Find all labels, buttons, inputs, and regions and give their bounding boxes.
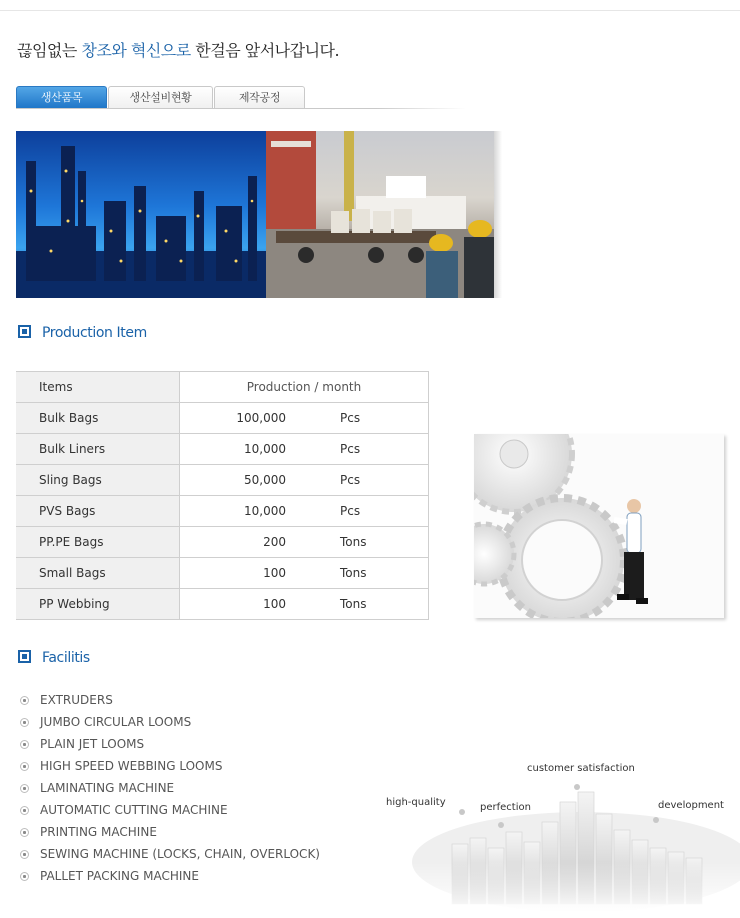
item-unit: Tons [340, 535, 367, 549]
item-quantity: 100,000 [236, 411, 286, 425]
headline-highlight: 창조와 혁신으로 [81, 41, 191, 60]
tab-manufacturing-process[interactable]: 제작공정 [214, 86, 305, 109]
production-table [16, 371, 429, 620]
tab-production-items[interactable]: 생산품목 [16, 86, 107, 109]
tab-bar [16, 86, 466, 109]
table-row [16, 465, 429, 496]
list-item: PRINTING MACHINE [20, 821, 320, 843]
item-quantity: 200 [263, 535, 286, 549]
list-item: EXTRUDERS [20, 689, 320, 711]
table-row [16, 434, 429, 465]
tab-equipment-status[interactable]: 생산설비현황 [108, 86, 213, 109]
list-item: HIGH SPEED WEBBING LOOMS [20, 755, 320, 777]
header-production: Production / month [180, 372, 429, 403]
table-row [16, 403, 429, 434]
square-bullet-icon [18, 325, 31, 338]
item-name: PP.PE Bags [16, 527, 180, 558]
table-header-row [16, 372, 429, 403]
item-quantity: 50,000 [244, 473, 286, 487]
item-quantity: 10,000 [244, 504, 286, 518]
item-unit: Pcs [340, 473, 361, 487]
circle-bullet-icon [20, 740, 29, 749]
table-row [16, 527, 429, 558]
item-name: PVS Bags [16, 496, 180, 527]
circle-bullet-icon [20, 806, 29, 815]
item-unit: Pcs [340, 411, 361, 425]
circle-bullet-icon [20, 850, 29, 859]
gears-businessman-image [474, 434, 724, 618]
industrial-plant-image [16, 131, 266, 298]
facilities-list [20, 689, 320, 887]
circle-bullet-icon [20, 828, 29, 837]
production-section-title: Production Item [18, 325, 147, 341]
list-item: SEWING MACHINE (LOCKS, CHAIN, OVERLOCK) [20, 843, 320, 865]
item-unit: Tons [340, 597, 367, 611]
item-unit: Tons [340, 566, 367, 580]
item-quantity: 100 [263, 597, 286, 611]
circle-bullet-icon [20, 696, 29, 705]
table-row [16, 496, 429, 527]
list-item: PLAIN JET LOOMS [20, 733, 320, 755]
item-name: PP Webbing [16, 589, 180, 620]
page-headline: 끊임없는 창조와 혁신으로 한걸음 앞서나갑니다. [17, 41, 340, 60]
item-unit: Pcs [340, 442, 361, 456]
circle-bullet-icon [20, 872, 29, 881]
item-name: Bulk Liners [16, 434, 180, 465]
item-name: Small Bags [16, 558, 180, 589]
port-shipping-image [266, 131, 494, 298]
facilities-section-title: Facilitis [18, 650, 90, 666]
header-items: Items [16, 372, 180, 403]
square-bullet-icon [18, 650, 31, 663]
item-name: Bulk Bags [16, 403, 180, 434]
label-perfection: perfection [480, 802, 531, 813]
label-customer-satisfaction: customer satisfaction [527, 763, 635, 774]
table-row [16, 558, 429, 589]
list-item: AUTOMATIC CUTTING MACHINE [20, 799, 320, 821]
label-development: development [658, 800, 724, 811]
table-row [16, 589, 429, 620]
list-item: JUMBO CIRCULAR LOOMS [20, 711, 320, 733]
circle-bullet-icon [20, 718, 29, 727]
item-quantity: 10,000 [244, 442, 286, 456]
top-divider [0, 10, 740, 11]
item-unit: Pcs [340, 504, 361, 518]
item-name: Sling Bags [16, 465, 180, 496]
growth-bars-graphic [382, 752, 740, 912]
list-item: LAMINATING MACHINE [20, 777, 320, 799]
circle-bullet-icon [20, 784, 29, 793]
list-item: PALLET PACKING MACHINE [20, 865, 320, 887]
label-high-quality: high-quality [386, 797, 446, 808]
circle-bullet-icon [20, 762, 29, 771]
item-quantity: 100 [263, 566, 286, 580]
